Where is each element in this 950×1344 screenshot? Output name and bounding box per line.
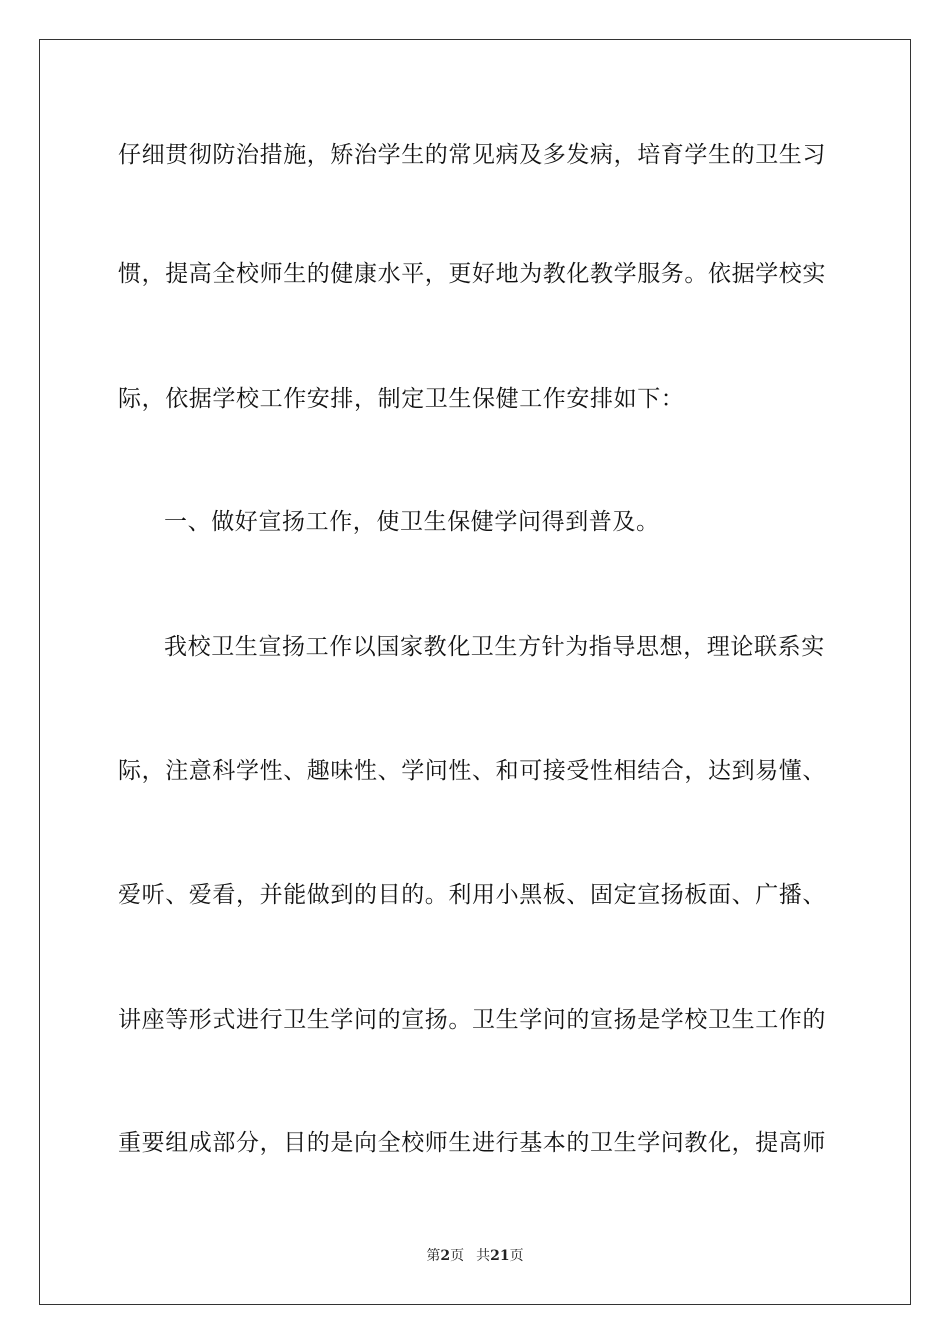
page-suffix: 页 (450, 1248, 465, 1264)
total-suffix: 页 (509, 1248, 524, 1264)
page-prefix: 第 (426, 1248, 441, 1264)
page-frame (39, 39, 911, 1305)
page-footer (0, 1246, 950, 1266)
body-line-8: 讲座等形式进行卫生学问的宣扬。卫生学问的宣扬是学校卫生工作的 (118, 1007, 826, 1033)
body-line-9: 重要组成部分，目的是向全校师生进行基本的卫生学问教化，提高师 (118, 1130, 826, 1156)
page-number: 2 (440, 1248, 451, 1264)
total-prefix: 共 (476, 1248, 491, 1264)
body-line-3: 际，依据学校工作安排，制定卫生保健工作安排如下： (118, 386, 685, 412)
total-pages: 21 (490, 1248, 510, 1264)
body-line-7: 爱听、爱看，并能做到的目的。利用小黑板、固定宣扬板面、广播、 (118, 882, 826, 908)
body-line-6: 际，注意科学性、趣味性、学问性、和可接受性相结合，达到易懂、 (118, 758, 826, 784)
body-line-2: 惯，提高全校师生的健康水平，更好地为教化教学服务。依据学校实 (118, 261, 826, 287)
body-line-1: 仔细贯彻防治措施，矫治学生的常见病及多发病，培育学生的卫生习 (118, 142, 826, 168)
body-line-5: 我校卫生宣扬工作以国家教化卫生方针为指导思想，理论联系实 (164, 634, 825, 660)
section-heading: 一、做好宣扬工作，使卫生保健学问得到普及。 (164, 509, 660, 535)
